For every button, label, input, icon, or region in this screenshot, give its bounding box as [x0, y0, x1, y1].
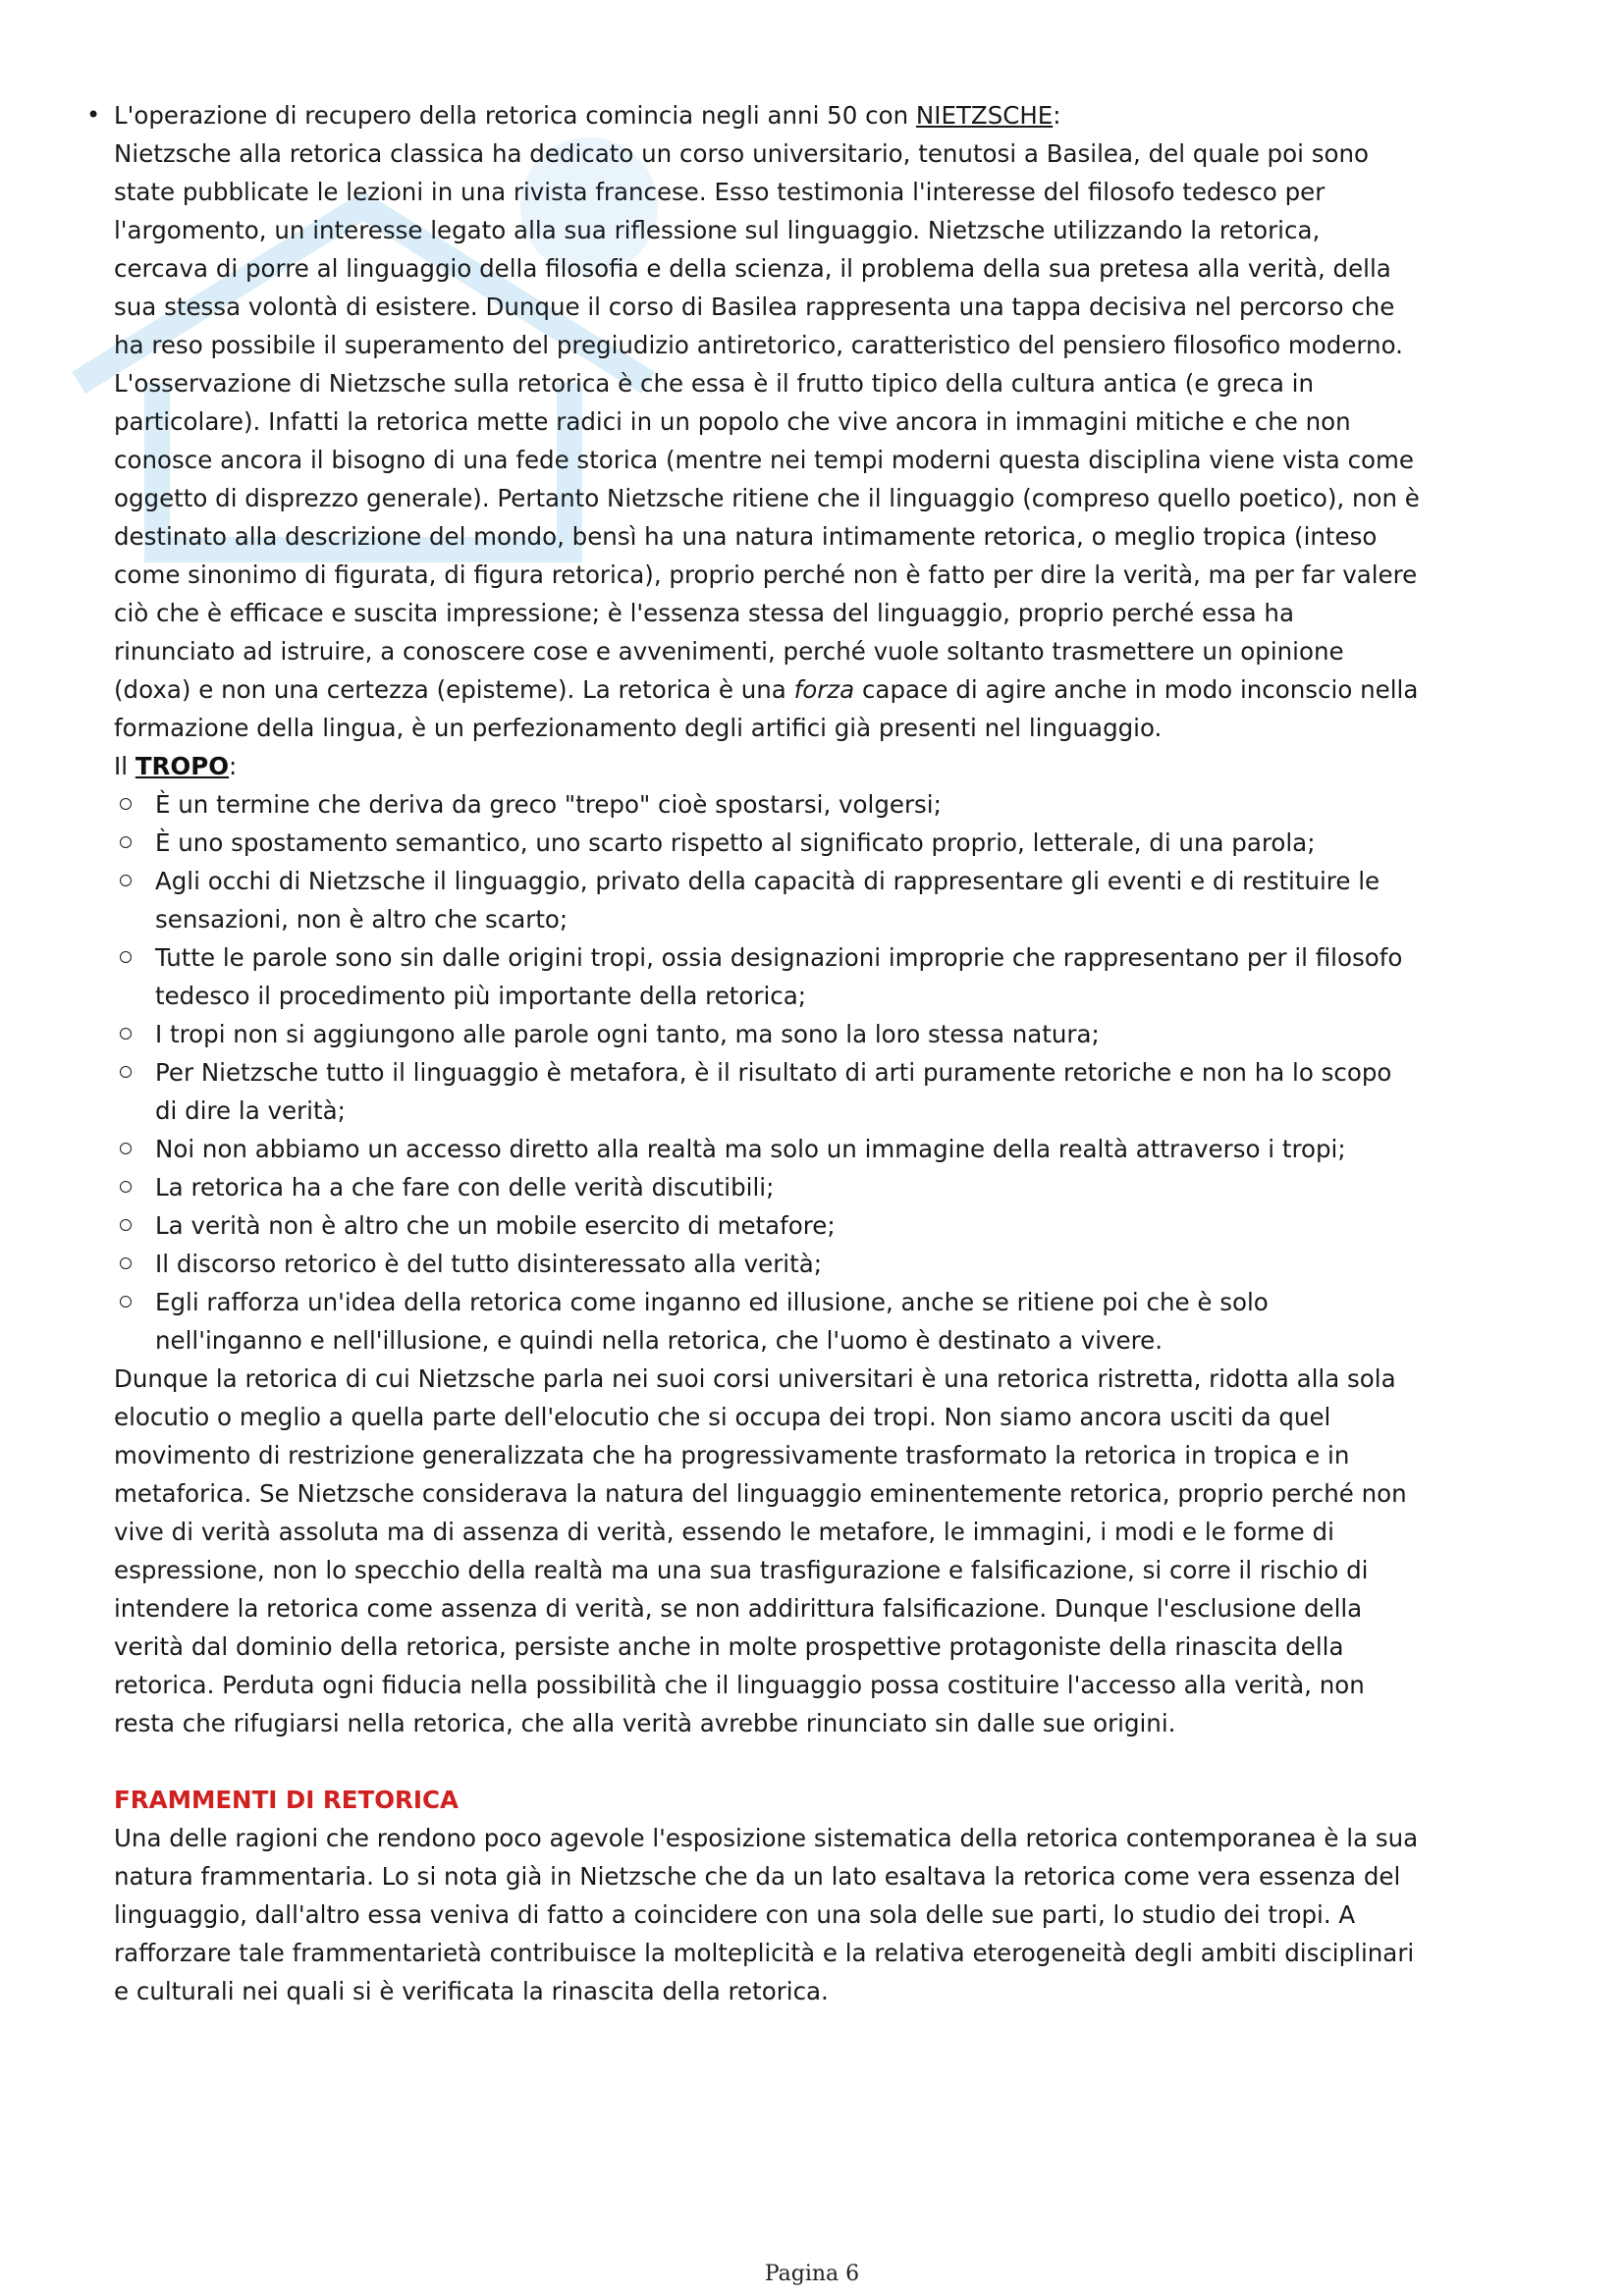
bullet-icon: • — [86, 101, 101, 129]
list-item — [155, 785, 1420, 824]
tropo-keyword: TROPO — [135, 752, 230, 780]
circle-bullet-icon — [120, 1181, 132, 1193]
list-item — [155, 938, 1420, 1015]
intro-colon: : — [1053, 101, 1061, 130]
list-item-text: La verità non è altro che un mobile esercito di metafore; — [155, 1211, 836, 1240]
observation-emphasis: forza — [793, 675, 855, 704]
list-item-text: Egli rafforza un'idea della retorica come inganno ed illusione, anche se ritiene poi che è solo nell'inganno e nell'illusione, e quindi nella retorica, che l'uomo è destinato a vivere. — [155, 1288, 1269, 1355]
observation-text-b: capace di agire anche in modo inconscio nella formazione della lingua, è un perfezionamento degli artifici già presenti nel linguaggio. — [114, 675, 1419, 742]
intro-lead-text: L'operazione di recupero della retorica comincia negli anni 50 con — [114, 101, 916, 130]
tropo-colon: : — [229, 752, 238, 780]
list-item-text: Tutte le parole sono sin dalle origini tropi, ossia designazioni improprie che rappresentano per il filosofo tedesco il procedimento più importante della retorica; — [155, 943, 1403, 1010]
list-item-text: Noi non abbiamo un accesso diretto alla realtà ma solo un immagine della realtà attraverso i tropi; — [155, 1135, 1346, 1163]
list-item-text: Il discorso retorico è del tutto disinteressato alla verità; — [155, 1250, 822, 1278]
circle-bullet-icon — [120, 1066, 132, 1078]
list-item — [155, 824, 1420, 862]
observation-paragraph — [114, 364, 1420, 747]
list-item — [155, 1053, 1420, 1130]
document-body — [86, 96, 1420, 2010]
circle-bullet-icon — [120, 875, 132, 886]
list-item-text: È uno spostamento semantico, uno scarto rispetto al significato proprio, letterale, di una parola; — [155, 828, 1316, 857]
list-item — [155, 1245, 1420, 1283]
list-item — [155, 1130, 1420, 1168]
list-item — [155, 1206, 1420, 1245]
list-item-text: I tropi non si aggiungono alle parole ogni tanto, ma sono la loro stessa natura; — [155, 1020, 1100, 1048]
list-item-text: Per Nietzsche tutto il linguaggio è metafora, è il risultato di arti puramente retoriche e non ha lo scopo di dire la verità; — [155, 1058, 1392, 1125]
circle-bullet-icon — [120, 836, 132, 848]
circle-bullet-icon — [120, 1296, 132, 1308]
circle-bullet-icon — [120, 1257, 132, 1269]
frammenti-paragraph: Una delle ragioni che rendono poco agevole l'esposizione sistematica della retorica contemporanea è la sua natura frammentaria. Lo si nota già in Nietzsche che da un lato esaltava la retorica come vera essenza del linguaggio, dall'altro essa veniva di fatto a coincidere con una sola delle sue parti, lo studio dei tropi. A rafforzare tale frammentarietà contribuisce la molteplicità e la relativa eterogeneità degli ambiti disciplinari e culturali nei quali si è verificata la rinascita della retorica. — [114, 1824, 1419, 2005]
section-heading-frammenti: FRAMMENTI DI RETORICA — [114, 1786, 459, 1814]
list-item — [155, 1015, 1420, 1053]
intro-section — [86, 96, 1420, 1360]
page-number: Pagina 6 — [764, 2262, 860, 2286]
list-item — [155, 862, 1420, 938]
tropo-list — [114, 785, 1420, 1360]
circle-bullet-icon — [120, 798, 132, 810]
circle-bullet-icon — [120, 1219, 132, 1231]
circle-bullet-icon — [120, 951, 132, 963]
circle-bullet-icon — [120, 1028, 132, 1040]
tropo-title — [114, 747, 1420, 785]
list-item-text: La retorica ha a che fare con delle verità discutibili; — [155, 1173, 775, 1201]
intro-lead — [114, 96, 1420, 134]
list-item — [155, 1168, 1420, 1206]
observation-text-a: L'osservazione di Nietzsche sulla retorica è che essa è il frutto tipico della cultura antica (e greca in particolare). Infatti la retorica mette radici in un popolo che vive ancora in immagini mitiche e che non conosce ancora il bisogno di una fede storica (mentre nei tempi moderni questa disciplina viene vista come oggetto di disprezzo generale). Pertanto Nietzsche ritiene che il linguaggio (compreso quello poetico), non è destinato alla descrizione del mondo, bensì ha una natura intimamente retorica, o meglio tropica (inteso come sinonimo di figurata, di figura retorica), proprio perché non è fatto per dire la verità, ma per far valere ciò che è efficace e suscita impressione; è l'essenza stessa del linguaggio, proprio perché essa ha rinunciato ad istruire, a conoscere cose e avvenimenti, perché vuole soltanto trasmettere un opinione (doxa) e non una certezza (episteme). La retorica è una — [114, 369, 1420, 704]
list-item-text: Agli occhi di Nietzsche il linguaggio, privato della capacità di rappresentare gli eventi e di restituire le sensazioni, non è altro che scarto; — [155, 867, 1380, 934]
conclusion-paragraph: Dunque la retorica di cui Nietzsche parla nei suoi corsi universitari è una retorica ristretta, ridotta alla sola elocutio o meglio a quella parte dell'elocutio che si occupa dei tropi. Non siamo ancora usciti da quel movimento di restrizione generalizzata che ha progressivamente trasformato la retorica in tropica e in metaforica. Se Nietzsche considerava la natura del linguaggio eminentemente retorica, proprio perché non vive di verità assoluta ma di assenza di verità, essendo le metafore, le immagini, i modi e le forme di espressione, non lo specchio della realtà ma una sua trasfigurazione e falsificazione, si corre il rischio di intendere la retorica come assenza di verità, se non addirittura falsificazione. Dunque l'esclusione della verità dal dominio della retorica, persiste anche in molte prospettive protagoniste della rinascita della retorica. Perduta ogni fiducia nella possibilità che il linguaggio possa costituire l'accesso alla verità, non resta che rifugiarsi nella retorica, che alla verità avrebbe rinunciato sin dalle sue origini. — [114, 1364, 1407, 1737]
tropo-prefix: Il — [114, 752, 135, 780]
list-item — [155, 1283, 1420, 1360]
list-item-text: È un termine che deriva da greco "trepo" cioè spostarsi, volgersi; — [155, 790, 942, 819]
intro-body: Nietzsche alla retorica classica ha dedicato un corso universitario, tenutosi a Basilea, del quale poi sono state pubblicate le lezioni in una rivista francese. Esso testimonia l'interesse del filosofo tedesco per l'argomento, un interesse legato alla sua riflessione sul linguaggio. Nietzsche utilizzando la retorica, cercava di porre al linguaggio della filosofia e della scienza, il problema della sua pretesa alla verità, della sua stessa volontà di esistere. Dunque il corso di Basilea rappresenta una tappa decisiva nel percorso che ha reso possibile il superamento del pregiudizio antiretorico, caratteristico del pensiero filosofico moderno. — [114, 139, 1403, 359]
nietzsche-name: NIETZSCHE — [915, 101, 1054, 130]
circle-bullet-icon — [120, 1143, 132, 1154]
